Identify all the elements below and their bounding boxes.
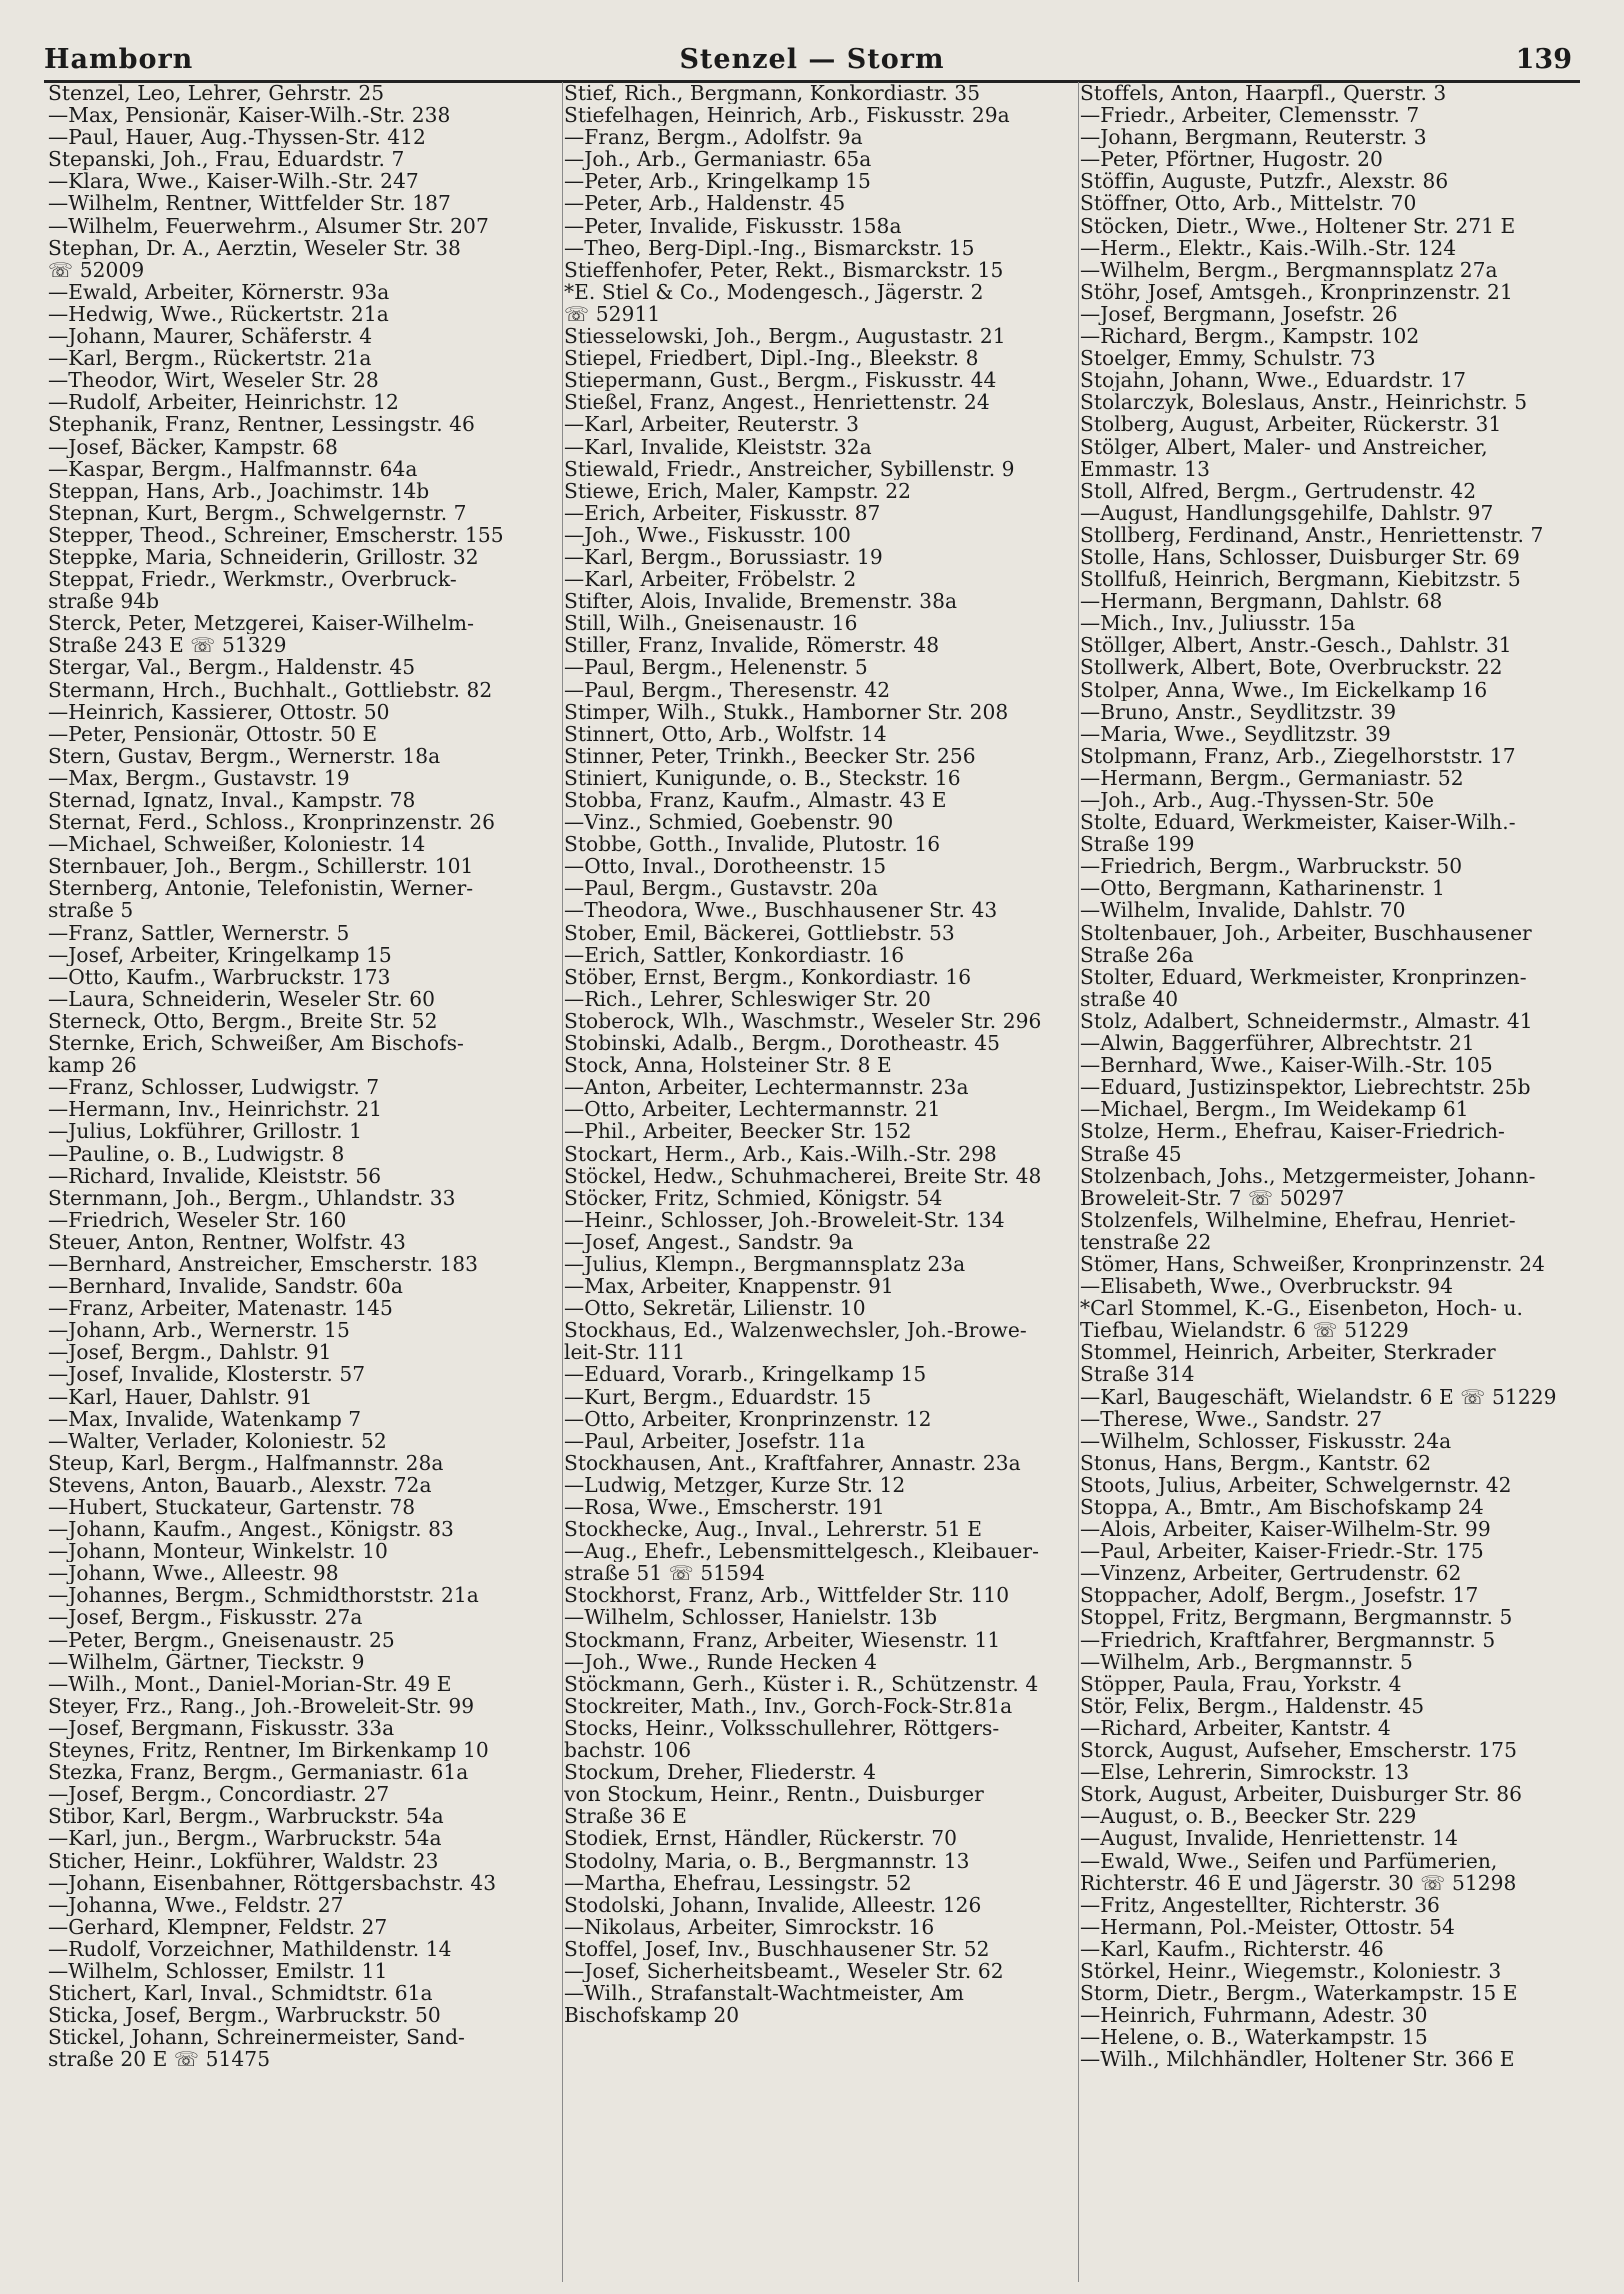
- running-head-range: Stenzel — Storm: [679, 44, 945, 75]
- directory-entry-line: Stimper, Wilh., Stukk., Hamborner Str. 208: [564, 700, 1009, 723]
- directory-entry-line: Steynes, Fritz, Rentner, Im Birkenkamp 10: [48, 1739, 489, 1762]
- directory-entry-line: Stoelger, Emmy, Schulstr. 73: [1080, 347, 1376, 370]
- directory-entry-line: —Josef, Bergm., Fiskusstr. 27a: [48, 1606, 363, 1629]
- directory-entry-line: —Max, Bergm., Gustavstr. 19: [48, 766, 350, 789]
- directory-entry-line: Stockreiter, Math., Inv., Gorch-Fock-Str.81a: [564, 1694, 1013, 1717]
- directory-entry-line: Stodolny, Maria, o. B., Bergmannstr. 13: [564, 1849, 970, 1872]
- directory-entry-line: Emmastr. 13: [1080, 457, 1211, 480]
- directory-entry-line: Stieffenhofer, Peter, Rekt., Bismarckstr. 15: [564, 258, 1004, 281]
- directory-entry-line: Stober, Emil, Bäckerei, Gottliebstr. 53: [564, 921, 955, 944]
- directory-entry-line: Stollfuß, Heinrich, Bergmann, Kiebitzstr. 5: [1080, 568, 1521, 591]
- directory-entry-line: —Peter, Arb., Kringelkamp 15: [564, 170, 871, 193]
- directory-entry-line: Stoppa, A., Bmtr., Am Bischofskamp 24: [1080, 1496, 1484, 1519]
- directory-entry-line: —Alwin, Baggerführer, Albrechtstr. 21: [1080, 1032, 1475, 1055]
- directory-entry-line: Stergar, Val., Bergm., Haldenstr. 45: [48, 656, 416, 679]
- directory-entry-line: —Paul, Bergm., Theresenstr. 42: [564, 678, 891, 701]
- directory-entry-line: —Ludwig, Metzger, Kurze Str. 12: [564, 1473, 906, 1496]
- directory-entry-line: Stöffner, Otto, Arb., Mittelstr. 70: [1080, 192, 1417, 215]
- directory-entry-line: Stömer, Hans, Schweißer, Kronprinzenstr. 24: [1080, 1252, 1545, 1276]
- directory-entry-line: —Heinrich, Kassierer, Ottostr. 50: [48, 700, 390, 723]
- directory-entry-line: —Hubert, Stuckateur, Gartenstr. 78: [48, 1496, 416, 1519]
- directory-entry-line: Steuer, Anton, Rentner, Wolfstr. 43: [48, 1230, 406, 1253]
- directory-entry-line: Stölger, Albert, Maler- und Anstreicher,: [1080, 435, 1488, 458]
- directory-entry-line: —Wilhelm, Bergm., Bergmannsplatz 27a: [1080, 258, 1498, 281]
- directory-entry-line: —Wilh., Milchhändler, Holtener Str. 366 E: [1080, 2048, 1515, 2071]
- directory-entry-line: —Eduard, Vorarb., Kringelkamp 15: [564, 1363, 927, 1386]
- directory-entry-line: —Josef, Invalide, Klosterstr. 57: [48, 1363, 366, 1386]
- directory-entry-line: —Friedrich, Bergm., Warbruckstr. 50: [1080, 855, 1463, 878]
- directory-entry-line: —Franz, Arbeiter, Matenastr. 145: [48, 1297, 393, 1320]
- directory-entry-line: Sternad, Ignatz, Inval., Kampstr. 78: [48, 789, 416, 812]
- directory-entry-line: Stinner, Peter, Trinkh., Beecker Str. 256: [564, 744, 976, 767]
- directory-entry-line: Stiller, Franz, Invalide, Römerstr. 48: [564, 634, 940, 657]
- directory-entry-line: —Paul, Arbeiter, Kaiser-Friedr.-Str. 175: [1080, 1540, 1484, 1563]
- directory-entry-line: Stiepermann, Gust., Bergm., Fiskusstr. 44: [564, 369, 997, 392]
- directory-entry-line: —Wilhelm, Schlosser, Emilstr. 11: [48, 1959, 388, 1983]
- directory-entry-line: Stenzel, Leo, Lehrer, Gehrstr. 25: [48, 82, 385, 105]
- directory-entry-line: —Karl, Bergm., Borussiastr. 19: [564, 545, 883, 569]
- directory-entry-line: Stoffel, Josef, Inv., Buschhausener Str. 52: [564, 1937, 990, 1960]
- directory-entry-line: —Otto, Bergmann, Katharinenstr. 1: [1080, 877, 1445, 900]
- directory-entry-line: Stöpper, Paula, Frau, Yorkstr. 4: [1080, 1672, 1402, 1695]
- directory-entry-line: Stichert, Karl, Inval., Schmidtstr. 61a: [48, 1982, 433, 2005]
- directory-entry-line: Stock, Anna, Holsteiner Str. 8 E: [564, 1054, 892, 1077]
- directory-entry-line: —Heinr., Schlosser, Joh.-Broweleit-Str. 134: [564, 1208, 1005, 1231]
- directory-entry-line: Stodolski, Johann, Invalide, Alleestr. 126: [564, 1893, 982, 1916]
- directory-entry-line: —Hermann, Bergm., Germaniastr. 52: [1080, 766, 1464, 789]
- directory-entry-line: —Franz, Schlosser, Ludwigstr. 7: [48, 1076, 380, 1099]
- directory-entry-line: Stockhaus, Ed., Walzenwechsler, Joh.-Browe-: [564, 1319, 1027, 1342]
- directory-entry-line: —Wilhelm, Gärtner, Tieckstr. 9: [48, 1650, 365, 1673]
- directory-entry-line: Stollberg, Ferdinand, Anstr., Henriettenstr. 7: [1080, 523, 1544, 546]
- directory-entry-line: —Peter, Invalide, Fiskusstr. 158a: [564, 214, 902, 237]
- directory-entry-line: —Johann, Maurer, Schäferstr. 4: [48, 325, 373, 348]
- directory-entry-line: Stoots, Julius, Arbeiter, Schwelgernstr. 42: [1080, 1473, 1512, 1496]
- directory-entry-line: Stolzenfels, Wilhelmine, Ehefrau, Henriet-: [1080, 1208, 1516, 1231]
- directory-entry-line: —Wilhelm, Invalide, Dahlstr. 70: [1080, 899, 1406, 922]
- directory-entry-line: —Ewald, Wwe., Seifen und Parfümerien,: [1080, 1849, 1498, 1872]
- directory-entry-line: —Franz, Sattler, Wernerstr. 5: [48, 921, 350, 944]
- directory-entry-line: —Theodora, Wwe., Buschhausener Str. 43: [564, 899, 998, 922]
- directory-entry-line: —August, Invalide, Henriettenstr. 14: [1080, 1827, 1459, 1850]
- directory-entry-line: Storck, August, Aufseher, Emscherstr. 175: [1080, 1739, 1517, 1762]
- directory-entry-line: —Ewald, Arbeiter, Körnerstr. 93a: [48, 280, 390, 303]
- directory-entry-line: Stöckel, Hedw., Schuhmacherei, Breite Str. 48: [564, 1164, 1042, 1187]
- directory-entry-line: Broweleit-Str. 7 ☏ 50297: [1080, 1186, 1345, 1209]
- directory-entry-line: Steppan, Hans, Arb., Joachimstr. 14b: [48, 479, 430, 502]
- directory-entry-line: Stoll, Alfred, Bergm., Gertrudenstr. 42: [1080, 479, 1477, 502]
- directory-entry-line: —Max, Invalide, Watenkamp 7: [48, 1407, 362, 1430]
- directory-entry-line: *Carl Stommel, K.-G., Eisenbeton, Hoch- u.: [1080, 1297, 1523, 1320]
- directory-entry-line: —Michael, Schweißer, Koloniestr. 14: [48, 833, 426, 856]
- directory-entry-line: —Nikolaus, Arbeiter, Simrockstr. 16: [564, 1915, 935, 1938]
- directory-entry-line: —Peter, Bergm., Gneisenaustr. 25: [48, 1628, 395, 1651]
- directory-entry-line: —Otto, Kaufm., Warbruckstr. 173: [48, 965, 391, 988]
- directory-entry-line: —Paul, Arbeiter, Josefstr. 11a: [564, 1429, 866, 1452]
- directory-entry-line: Steup, Karl, Bergm., Halfmannstr. 28a: [48, 1451, 444, 1474]
- directory-entry-line: —Karl, Bergm., Rückertstr. 21a: [48, 347, 372, 370]
- directory-entry-line: Stermann, Hrch., Buchhalt., Gottliebstr. 82: [48, 678, 493, 701]
- directory-entry-line: Stepanski, Joh., Frau, Eduardstr. 7: [48, 148, 405, 171]
- directory-entry-line: Storm, Dietr., Bergm., Waterkampstr. 15 E: [1080, 1982, 1518, 2005]
- directory-entry-line: Stonus, Hans, Bergm., Kantstr. 62: [1080, 1451, 1432, 1474]
- directory-entry-line: —Johann, Kaufm., Angest., Königstr. 83: [48, 1518, 454, 1541]
- directory-entry-line: Stoffels, Anton, Haarpfl., Querstr. 3: [1080, 82, 1447, 105]
- directory-entry-line: —Johanna, Wwe., Feldstr. 27: [48, 1893, 344, 1916]
- directory-entry-line: —Wilh., Strafanstalt-Wachtmeister, Am: [564, 1982, 964, 2005]
- directory-entry-line: —Laura, Schneiderin, Weseler Str. 60: [48, 987, 436, 1010]
- directory-entry-line: —Max, Pensionär, Kaiser-Wilh.-Str. 238: [48, 104, 451, 127]
- directory-entry-line: —Otto, Arbeiter, Kronprinzenstr. 12: [564, 1407, 932, 1430]
- directory-entry-line: Stephan, Dr. A., Aerztin, Weseler Str. 38: [48, 236, 461, 259]
- directory-entry-line: —Theo, Berg-Dipl.-Ing., Bismarckstr. 15: [564, 236, 975, 259]
- directory-entry-line: —August, o. B., Beecker Str. 229: [1080, 1805, 1417, 1828]
- directory-entry-line: Stepper, Theod., Schreiner, Emscherstr. 155: [48, 523, 504, 546]
- directory-entry-line: ☏ 52911: [564, 302, 661, 326]
- directory-entry-line: Stöber, Ernst, Bergm., Konkordiastr. 16: [564, 965, 972, 988]
- directory-entry-line: —Herm., Elektr., Kais.-Wilh.-Str. 124: [1080, 236, 1457, 259]
- directory-entry-line: Stöffin, Auguste, Putzfr., Alexstr. 86: [1080, 170, 1449, 193]
- directory-entry-line: —Johannes, Bergm., Schmidthorststr. 21a: [48, 1584, 479, 1607]
- directory-entry-line: Stepnan, Kurt, Bergm., Schwelgernstr. 7: [48, 501, 467, 524]
- directory-entry-line: —Kaspar, Bergm., Halfmannstr. 64a: [48, 457, 418, 480]
- directory-entry-line: Bischofskamp 20: [564, 2004, 740, 2027]
- directory-entry-line: —Fritz, Angestellter, Richterstr. 36: [1080, 1893, 1440, 1916]
- directory-entry-line: —Joh., Wwe., Fiskusstr. 100: [564, 523, 851, 546]
- directory-entry-line: Steppke, Maria, Schneiderin, Grillostr. 32: [48, 545, 479, 569]
- directory-entry-line: —Helene, o. B., Waterkampstr. 15: [1080, 2026, 1428, 2049]
- directory-entry-line: —Johann, Monteur, Winkelstr. 10: [48, 1540, 388, 1563]
- directory-entry-line: Straße 45: [1080, 1142, 1182, 1165]
- directory-entry-line: —Wilh., Mont., Daniel-Morian-Str. 49 E: [48, 1672, 452, 1695]
- directory-entry-line: —Vinz., Schmied, Goebenstr. 90: [564, 811, 894, 834]
- directory-entry-line: Stiesselowski, Joh., Bergm., Augustastr. 21: [564, 325, 1006, 348]
- directory-entry-line: —Friedrich, Kraftfahrer, Bergmannstr. 5: [1080, 1628, 1496, 1651]
- column-2: [560, 82, 1079, 2282]
- directory-entry-line: —Hermann, Bergmann, Dahlstr. 68: [1080, 590, 1443, 613]
- directory-entry-line: —Paul, Hauer, Aug.-Thyssen-Str. 412: [48, 126, 426, 149]
- directory-entry-line: —Erich, Arbeiter, Fiskusstr. 87: [564, 501, 881, 524]
- directory-entry-line: —Josef, Bergm., Dahlstr. 91: [48, 1341, 332, 1364]
- directory-entry-line: Stolz, Adalbert, Schneidermstr., Almastr. 41: [1080, 1009, 1533, 1033]
- directory-entry-line: Stevens, Anton, Bauarb., Alexstr. 72a: [48, 1473, 432, 1496]
- directory-entry-line: —Rosa, Wwe., Emscherstr. 191: [564, 1496, 885, 1519]
- directory-entry-line: —Michael, Bergm., Im Weidekamp 61: [1080, 1098, 1469, 1121]
- directory-entry-line: Sterck, Peter, Metzgerei, Kaiser-Wilhelm-: [48, 612, 474, 635]
- directory-entry-line: Stinnert, Otto, Arb., Wolfstr. 14: [564, 722, 887, 745]
- directory-entry-line: —Joh., Arb., Aug.-Thyssen-Str. 50e: [1080, 789, 1435, 812]
- directory-entry-line: Stoberock, Wlh., Waschmstr., Weseler Str. 296: [564, 1009, 1042, 1033]
- directory-entry-line: —Richard, Invalide, Kleiststr. 56: [48, 1164, 382, 1187]
- directory-entry-line: —Therese, Wwe., Sandstr. 27: [1080, 1407, 1383, 1430]
- directory-entry-line: —Martha, Ehefrau, Lessingstr. 52: [564, 1871, 912, 1894]
- directory-entry-line: kamp 26: [48, 1054, 137, 1077]
- directory-entry-line: Still, Wilh., Gneisenaustr. 16: [564, 612, 858, 635]
- directory-entry-line: —Aug., Ehefr., Lebensmittelgesch., Kleibauer-: [564, 1540, 1039, 1563]
- directory-entry-line: —Franz, Bergm., Adolfstr. 9a: [564, 126, 863, 149]
- directory-entry-line: —August, Handlungsgehilfe, Dahlstr. 97: [1080, 501, 1494, 524]
- directory-entry-line: —Wilhelm, Schlosser, Fiskusstr. 24a: [1080, 1429, 1452, 1452]
- directory-entry-line: —Josef, Bergm., Concordiastr. 27: [48, 1783, 390, 1806]
- directory-entry-line: —Karl, Hauer, Dahlstr. 91: [48, 1385, 313, 1408]
- directory-entry-line: Stork, August, Arbeiter, Duisburger Str. 86: [1080, 1783, 1523, 1806]
- directory-entry-line: —Josef, Arbeiter, Kringelkamp 15: [48, 943, 392, 966]
- directory-entry-line: Stolper, Anna, Wwe., Im Eickelkamp 16: [1080, 678, 1488, 701]
- directory-entry-line: —Johann, Wwe., Alleestr. 98: [48, 1562, 339, 1585]
- directory-entry-line: Stobba, Franz, Kaufm., Almastr. 43 E: [564, 789, 947, 812]
- directory-entry-line: Stolpmann, Franz, Arb., Ziegelhorststr. 17: [1080, 744, 1516, 767]
- directory-entry-line: —Bernhard, Anstreicher, Emscherstr. 183: [48, 1252, 479, 1276]
- directory-entry-line: —Karl, Baugeschäft, Wielandstr. 6 E ☏ 51229: [1080, 1385, 1557, 1408]
- directory-entry-line: Stockmann, Franz, Arbeiter, Wiesenstr. 11: [564, 1628, 1001, 1651]
- directory-entry-line: —Bruno, Anstr., Seydlitzstr. 39: [1080, 700, 1397, 723]
- directory-entry-line: Straße 243 E ☏ 51329: [48, 634, 287, 657]
- directory-entry-line: von Stockum, Heinr., Rentn., Duisburger: [564, 1783, 984, 1806]
- directory-entry-line: —Hermann, Inv., Heinrichstr. 21: [48, 1098, 383, 1121]
- directory-entry-line: —Klara, Wwe., Kaiser-Wilh.-Str. 247: [48, 170, 419, 193]
- directory-entry-line: Stolzenbach, Johs., Metzgermeister, Johann-: [1080, 1164, 1536, 1187]
- column-1: [44, 82, 563, 2282]
- directory-entry-line: Sticka, Josef, Bergm., Warbruckstr. 50: [48, 2004, 441, 2027]
- directory-entry-line: —Peter, Pförtner, Hugostr. 20: [1080, 148, 1383, 171]
- directory-entry-line: Sticher, Heinr., Lokführer, Waldstr. 23: [48, 1849, 439, 1872]
- directory-entry-line: Steyer, Frz., Rang., Joh.-Broweleit-Str. 99: [48, 1694, 475, 1717]
- directory-entry-line: —Alois, Arbeiter, Kaiser-Wilhelm-Str. 99: [1080, 1518, 1491, 1541]
- directory-entry-line: —Eduard, Justizinspektor, Liebrechtstr. 25b: [1080, 1076, 1531, 1099]
- directory-entry-line: Stobinski, Adalb., Bergm., Dorotheastr. 45: [564, 1032, 1001, 1055]
- directory-entry-line: —Peter, Pensionär, Ottostr. 50 E: [48, 722, 378, 745]
- directory-entry-line: —Josef, Sicherheitsbeamt., Weseler Str. 62: [564, 1959, 1004, 1983]
- directory-entry-line: —Heinrich, Fuhrmann, Adestr. 30: [1080, 2004, 1428, 2027]
- directory-entry-line: Stöhr, Josef, Amtsgeh., Kronprinzenstr. 21: [1080, 280, 1513, 303]
- directory-entry-line: Stöllger, Albert, Anstr.-Gesch., Dahlstr. 31: [1080, 634, 1512, 657]
- directory-entry-line: Stommel, Heinrich, Arbeiter, Sterkrader: [1080, 1341, 1496, 1364]
- directory-entry-line: —Rudolf, Vorzeichner, Mathildenstr. 14: [48, 1937, 452, 1960]
- directory-entry-line: Sternberg, Antonie, Telefonistin, Werner-: [48, 877, 474, 900]
- directory-entry-line: —Gerhard, Klempner, Feldstr. 27: [48, 1915, 388, 1938]
- directory-entry-line: straße 51 ☏ 51594: [564, 1562, 765, 1585]
- directory-entry-line: Stöcker, Fritz, Schmied, Königstr. 54: [564, 1186, 943, 1209]
- directory-entry-line: —Mich., Inv., Juliusstr. 15a: [1080, 612, 1356, 635]
- directory-entry-line: bachstr. 106: [564, 1739, 692, 1762]
- directory-entry-line: *E. Stiel & Co., Modengesch., Jägerstr. 2: [564, 280, 984, 303]
- directory-entry-line: Stöcken, Dietr., Wwe., Holtener Str. 271 E: [1080, 214, 1516, 237]
- directory-entry-line: —Josef, Bergmann, Josefstr. 26: [1080, 302, 1398, 326]
- directory-entry-line: Stern, Gustav, Bergm., Wernerstr. 18a: [48, 744, 441, 767]
- directory-entry-line: straße 94b: [48, 590, 160, 613]
- directory-entry-line: —Richard, Bergm., Kampstr. 102: [1080, 325, 1420, 348]
- directory-entry-line: Stöckmann, Gerh., Küster i. R., Schützenstr. 4: [564, 1672, 1039, 1695]
- directory-entry-line: —Paul, Bergm., Gustavstr. 20a: [564, 877, 878, 900]
- directory-entry-line: Stiewe, Erich, Maler, Kampstr. 22: [564, 479, 912, 502]
- directory-entry-line: —Karl, Arbeiter, Fröbelstr. 2: [564, 568, 857, 591]
- directory-entry-line: leit-Str. 111: [564, 1341, 686, 1364]
- directory-entry-line: Steppat, Friedr., Werkmstr., Overbruck-: [48, 568, 457, 591]
- directory-entry-line: —Friedr., Arbeiter, Clemensstr. 7: [1080, 104, 1420, 127]
- directory-entry-line: —Wilhelm, Feuerwehrm., Alsumer Str. 207: [48, 214, 489, 237]
- directory-entry-line: Stephanik, Franz, Rentner, Lessingstr. 46: [48, 413, 475, 436]
- directory-entry-line: —Erich, Sattler, Konkordiastr. 16: [564, 943, 905, 966]
- directory-entry-line: —Joh., Wwe., Runde Hecken 4: [564, 1650, 878, 1673]
- directory-entry-line: Stolter, Eduard, Werkmeister, Kronprinzen-: [1080, 965, 1527, 988]
- directory-entry-line: —Otto, Arbeiter, Lechtermannstr. 21: [564, 1098, 941, 1121]
- directory-entry-line: —Karl, Arbeiter, Reuterstr. 3: [564, 413, 860, 436]
- directory-entry-line: Stolberg, August, Arbeiter, Rückerstr. 31: [1080, 413, 1502, 436]
- directory-entry-line: Straße 199: [1080, 833, 1195, 856]
- directory-entry-line: Straße 26a: [1080, 943, 1194, 966]
- directory-entry-line: ☏ 52009: [48, 258, 145, 281]
- directory-entry-line: —Karl, Invalide, Kleiststr. 32a: [564, 435, 872, 458]
- directory-entry-line: —Josef, Bäcker, Kampstr. 68: [48, 435, 338, 458]
- directory-entry-line: Stießel, Franz, Angest., Henriettenstr. 24: [564, 391, 990, 414]
- directory-entry-line: Stör, Felix, Bergm., Haldenstr. 45: [1080, 1694, 1425, 1717]
- directory-entry-line: —Paul, Bergm., Helenenstr. 5: [564, 656, 868, 679]
- directory-entry-line: —Julius, Klempn., Bergmannsplatz 23a: [564, 1252, 966, 1276]
- directory-entry-line: Stockum, Dreher, Fliederstr. 4: [564, 1761, 877, 1784]
- directory-entry-line: Tiefbau, Wielandstr. 6 ☏ 51229: [1080, 1319, 1409, 1342]
- directory-entry-line: —Johann, Bergmann, Reuterstr. 3: [1080, 126, 1427, 149]
- directory-entry-line: —Anton, Arbeiter, Lechtermannstr. 23a: [564, 1076, 969, 1099]
- directory-entry-line: —Max, Arbeiter, Knappenstr. 91: [564, 1275, 894, 1298]
- directory-entry-line: —Rudolf, Arbeiter, Heinrichstr. 12: [48, 391, 399, 414]
- directory-entry-line: —Otto, Sekretär, Lilienstr. 10: [564, 1297, 866, 1320]
- directory-entry-line: —Maria, Wwe., Seydlitzstr. 39: [1080, 722, 1391, 745]
- directory-entry-line: —Rich., Lehrer, Schleswiger Str. 20: [564, 987, 931, 1010]
- directory-entry-line: Stibor, Karl, Bergm., Warbruckstr. 54a: [48, 1805, 444, 1828]
- directory-entry-line: Stezka, Franz, Bergm., Germaniastr. 61a: [48, 1761, 469, 1784]
- directory-entry-line: —Bernhard, Wwe., Kaiser-Wilh.-Str. 105: [1080, 1054, 1493, 1077]
- directory-entry-line: straße 40: [1080, 987, 1179, 1010]
- directory-entry-line: Sternke, Erich, Schweißer, Am Bischofs-: [48, 1032, 464, 1055]
- directory-entry-line: Stodiek, Ernst, Händler, Rückerstr. 70: [564, 1827, 958, 1850]
- directory-entry-line: —Karl, Kaufm., Richterstr. 46: [1080, 1937, 1384, 1960]
- directory-entry-line: —Kurt, Bergm., Eduardstr. 15: [564, 1385, 872, 1408]
- directory-entry-line: —Johann, Arb., Wernerstr. 15: [48, 1319, 350, 1342]
- directory-entry-line: Stoppacher, Adolf, Bergm., Josefstr. 17: [1080, 1584, 1479, 1607]
- directory-entry-line: Stoltenbauer, Joh., Arbeiter, Buschhausener: [1080, 921, 1532, 944]
- directory-entry-line: Stiniert, Kunigunde, o. B., Steckstr. 16: [564, 766, 961, 789]
- page-number: 139: [1515, 44, 1572, 75]
- directory-entry-line: Straße 314: [1080, 1363, 1195, 1386]
- directory-entry-line: Sterneck, Otto, Bergm., Breite Str. 52: [48, 1009, 438, 1033]
- directory-entry-line: —Bernhard, Invalide, Sandstr. 60a: [48, 1275, 403, 1298]
- directory-entry-line: Stollwerk, Albert, Bote, Overbruckstr. 22: [1080, 656, 1503, 679]
- directory-entry-line: —Josef, Bergmann, Fiskusstr. 33a: [48, 1716, 395, 1740]
- directory-entry-line: tenstraße 22: [1080, 1230, 1212, 1253]
- directory-entry-line: —Vinzenz, Arbeiter, Gertrudenstr. 62: [1080, 1562, 1462, 1585]
- directory-entry-line: Sternmann, Joh., Bergm., Uhlandstr. 33: [48, 1186, 456, 1209]
- directory-entry-line: —Karl, jun., Bergm., Warbruckstr. 54a: [48, 1827, 442, 1850]
- directory-entry-line: Sternbauer, Joh., Bergm., Schillerstr. 101: [48, 855, 474, 878]
- directory-entry-line: Stoppel, Fritz, Bergmann, Bergmannstr. 5: [1080, 1606, 1513, 1629]
- directory-entry-line: Stocks, Heinr., Volksschullehrer, Röttgers-: [564, 1716, 1000, 1740]
- directory-entry-line: —Wilhelm, Rentner, Wittfelder Str. 187: [48, 192, 451, 215]
- directory-entry-line: Stief, Rich., Bergmann, Konkordiastr. 35: [564, 82, 981, 105]
- column-3: [1076, 82, 1586, 2282]
- directory-entry-line: —Richard, Arbeiter, Kantstr. 4: [1080, 1716, 1391, 1740]
- directory-entry-line: —Else, Lehrerin, Simrockstr. 13: [1080, 1761, 1410, 1784]
- directory-entry-line: Stifter, Alois, Invalide, Bremenstr. 38a: [564, 590, 958, 613]
- directory-entry-line: Stolte, Eduard, Werkmeister, Kaiser-Wilh.-: [1080, 811, 1516, 834]
- directory-entry-line: —Walter, Verlader, Koloniestr. 52: [48, 1429, 387, 1452]
- directory-entry-line: Richterstr. 46 E und Jägerstr. 30 ☏ 51298: [1080, 1871, 1517, 1894]
- directory-entry-line: Stockhausen, Ant., Kraftfahrer, Annastr. 23a: [564, 1451, 1021, 1474]
- directory-entry-line: —Elisabeth, Wwe., Overbruckstr. 94: [1080, 1275, 1454, 1298]
- directory-entry-line: —Pauline, o. B., Ludwigstr. 8: [48, 1142, 345, 1165]
- directory-entry-line: —Joh., Arb., Germaniastr. 65a: [564, 148, 872, 171]
- directory-entry-line: Stobbe, Gotth., Invalide, Plutostr. 16: [564, 833, 941, 856]
- directory-entry-line: —Wilhelm, Arb., Bergmannstr. 5: [1080, 1650, 1413, 1673]
- directory-entry-line: Straße 36 E: [564, 1805, 687, 1828]
- directory-entry-line: Stolle, Hans, Schlosser, Duisburger Str. 69: [1080, 545, 1520, 569]
- directory-entry-line: —Friedrich, Weseler Str. 160: [48, 1208, 347, 1231]
- directory-entry-line: —Johann, Eisenbahner, Röttgersbachstr. 43: [48, 1871, 497, 1894]
- directory-entry-line: Störkel, Heinr., Wiegemstr., Koloniestr. 3: [1080, 1959, 1502, 1983]
- directory-entry-line: Stockhorst, Franz, Arb., Wittfelder Str. 110: [564, 1584, 1010, 1607]
- directory-entry-line: —Peter, Arb., Haldenstr. 45: [564, 192, 846, 215]
- directory-entry-line: Stockart, Herm., Arb., Kais.-Wilh.-Str. 298: [564, 1142, 997, 1165]
- directory-entry-line: Stiewald, Friedr., Anstreicher, Sybillenstr. 9: [564, 457, 1015, 480]
- directory-entry-line: Stiefelhagen, Heinrich, Arb., Fiskusstr. 29a: [564, 104, 1010, 127]
- directory-entry-line: —Otto, Inval., Dorotheenstr. 15: [564, 855, 887, 878]
- directory-entry-line: Stiepel, Friedbert, Dipl.-Ing., Bleekstr. 8: [564, 347, 979, 370]
- directory-entry-line: Stockhecke, Aug., Inval., Lehrerstr. 51 E: [564, 1518, 983, 1541]
- directory-entry-line: —Josef, Angest., Sandstr. 9a: [564, 1230, 854, 1253]
- directory-entry-line: straße 5: [48, 899, 134, 922]
- running-head-place: Hamborn: [44, 44, 194, 75]
- directory-entry-line: Stolarczyk, Boleslaus, Anstr., Heinrichstr. 5: [1080, 391, 1528, 414]
- page-header: [44, 40, 1580, 83]
- directory-entry-line: —Phil., Arbeiter, Beecker Str. 152: [564, 1120, 912, 1143]
- directory-entry-line: —Julius, Lokführer, Grillostr. 1: [48, 1120, 363, 1143]
- directory-entry-line: Stojahn, Johann, Wwe., Eduardstr. 17: [1080, 369, 1467, 392]
- directory-entry-line: straße 20 E ☏ 51475: [48, 2048, 271, 2071]
- directory-entry-line: Sternat, Ferd., Schloss., Kronprinzenstr. 26: [48, 811, 496, 834]
- directory-entry-line: —Hedwig, Wwe., Rückertstr. 21a: [48, 302, 389, 326]
- directory-entry-line: —Hermann, Pol.-Meister, Ottostr. 54: [1080, 1915, 1455, 1938]
- directory-entry-line: Stickel, Johann, Schreinermeister, Sand-: [48, 2026, 465, 2049]
- directory-entry-line: Stolze, Herm., Ehefrau, Kaiser-Friedrich-: [1080, 1120, 1505, 1143]
- directory-entry-line: —Wilhelm, Schlosser, Hanielstr. 13b: [564, 1606, 938, 1629]
- directory-entry-line: —Theodor, Wirt, Weseler Str. 28: [48, 369, 379, 392]
